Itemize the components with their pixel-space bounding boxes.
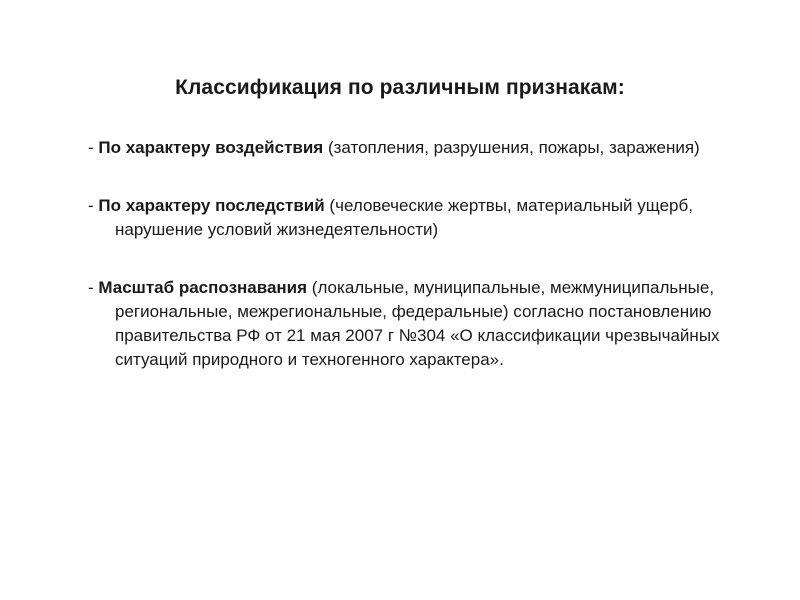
list-item-scale bbox=[88, 276, 728, 372]
item-lead: По характеру последствий bbox=[98, 196, 325, 215]
item-text: (затопления, разрушения, пожары, заражения) bbox=[323, 138, 700, 157]
item-lead: Масштаб распознавания bbox=[98, 278, 308, 297]
item-lead: По характеру воздействия bbox=[98, 138, 324, 157]
item-dash: - bbox=[88, 138, 99, 157]
classification-list bbox=[88, 136, 728, 406]
list-item-impact bbox=[88, 136, 728, 160]
item-text: (локальные, муниципальные, межмуниципальные, региональные, межрегиональные, федеральные) согласно постановлению правительства РФ от 21 мая 2007 г №304 «О классификации чрезвычайных ситуаций природного и техногенного характера». bbox=[115, 278, 720, 369]
item-text: (человеческие жертвы, материальный ущерб, нарушение условий жизнедеятельности) bbox=[115, 196, 693, 239]
slide-title: Классификация по различным признакам: bbox=[175, 76, 625, 99]
item-dash: - bbox=[88, 196, 99, 215]
item-dash: - bbox=[88, 278, 99, 297]
list-item-consequences bbox=[88, 194, 728, 242]
